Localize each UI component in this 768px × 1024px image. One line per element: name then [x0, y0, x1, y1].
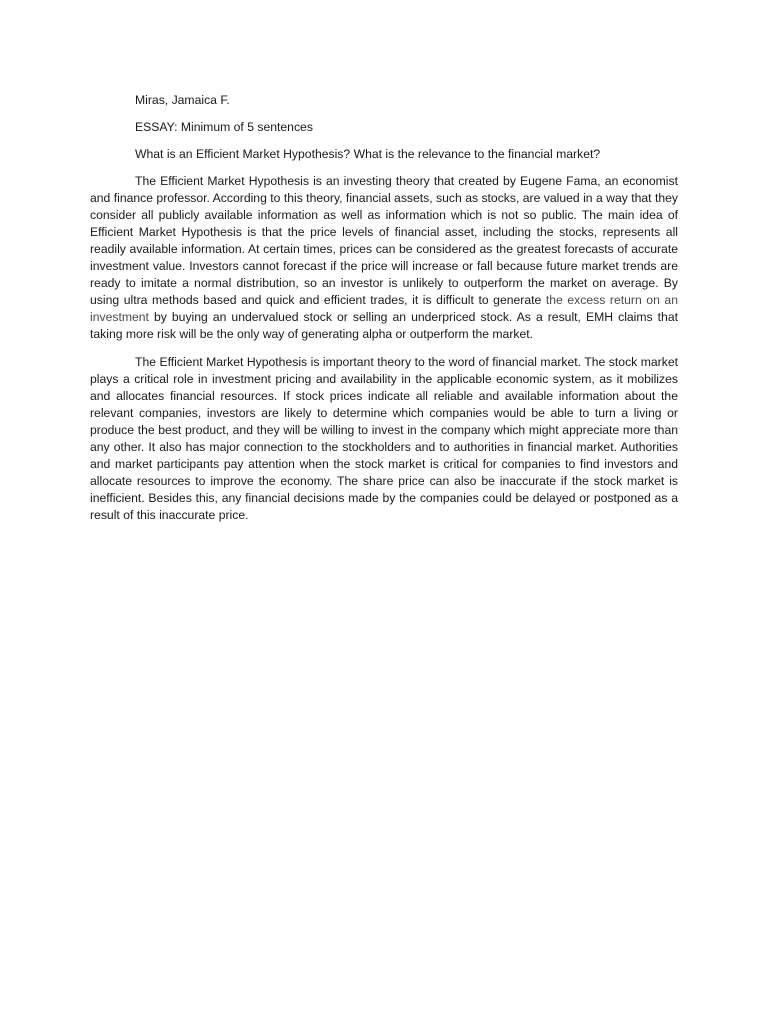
- paragraph-1: [90, 173, 678, 343]
- paragraph-1-highlight: the excess return on an investment: [90, 293, 678, 324]
- paragraph-1-text-start: The Efficient Market Hypothesis is an investing theory that created by Eugene Fama, an economist and finance professor. According to this theory, financial assets, such as stocks, are valued in a way that they consider all publicly available information as well as information which is not so public. The main idea of Efficient Market Hypothesis is that the price levels of financial asset, including the stocks, represents all readily available information. At certain times, prices can be considered as the greatest forecasts of accurate investment value. Investors cannot forecast if the price will increase or fall because future market trends are ready to imitate a normal distribution, so an investor is unlikely to outperform the market on average. By using ultra methods based and quick and efficient trades, it is difficult to generate: [90, 174, 678, 307]
- paragraph-1-text-end: by buying an undervalued stock or selling an underpriced stock. As a result, EMH claims that taking more risk will be the only way of generating alpha or outperform the market.: [90, 310, 678, 341]
- paragraph-2: The Efficient Market Hypothesis is important theory to the word of financial market. The stock market plays a critical role in investment pricing and availability in the applicable economic system, as it mobilizes and allocates financial resources. If stock prices indicate all reliable and available information about the relevant companies, investors are likely to determine which companies would be able to turn a living or produce the best product, and they will be willing to invest in the company which might appreciate more than any other. It also has major connection to the stockholders and to authorities in financial market. Authorities and market participants pay attention when the stock market is critical for companies to find investors and allocate resources to improve the economy. The share price can also be inaccurate if the stock market is inefficient. Besides this, any financial decisions made by the companies could be delayed or postponed as a result of this inaccurate price.: [90, 355, 678, 522]
- essay-body: [90, 92, 678, 535]
- author-name: Miras, Jamaica F.: [135, 93, 230, 107]
- essay-question: What is an Efficient Market Hypothesis? What is the relevance to the financial market?: [135, 147, 601, 161]
- essay-label: ESSAY: Minimum of 5 sentences: [135, 120, 313, 134]
